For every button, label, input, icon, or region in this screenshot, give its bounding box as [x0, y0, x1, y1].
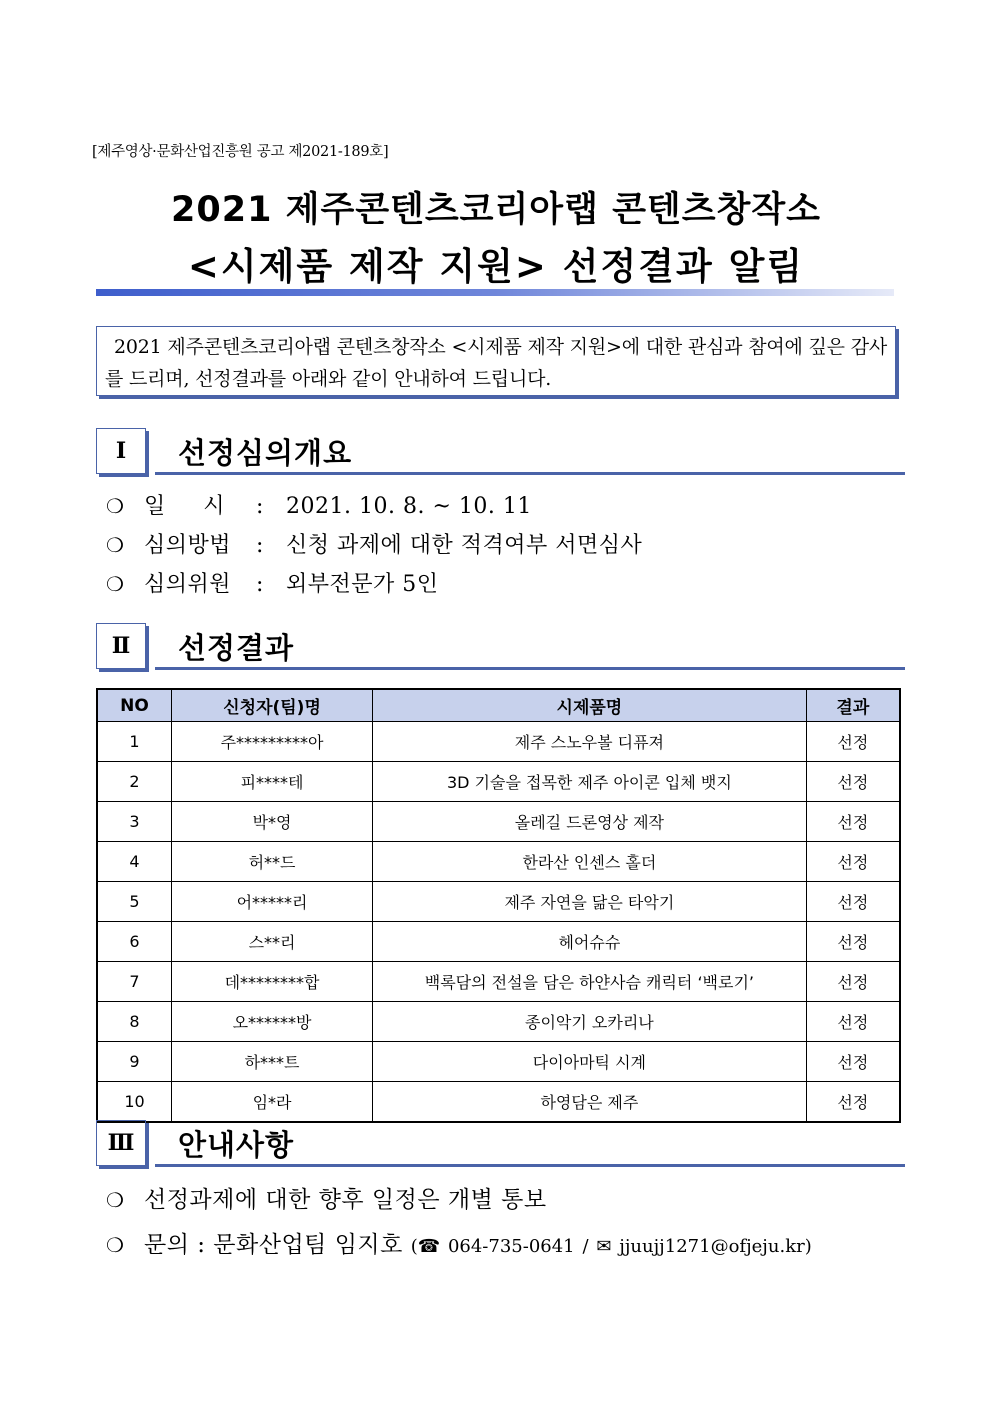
cell-applicant: 오******방	[172, 1002, 373, 1042]
cell-no: 5	[97, 882, 172, 922]
mail-icon: ✉	[596, 1236, 612, 1257]
title-underline	[96, 289, 894, 296]
section2-title: 선정결과	[178, 631, 295, 665]
cell-applicant: 허**드	[172, 842, 373, 882]
cell-product: 다이아마틱 시계	[373, 1042, 807, 1082]
page-title-line2: <시제품 제작 지원> 선정결과 알림	[187, 245, 805, 288]
table-row	[97, 1082, 900, 1123]
section2-rule	[155, 667, 905, 670]
cell-product: 하영담은 제주	[373, 1082, 807, 1123]
guide-schedule-row	[106, 1181, 547, 1214]
intro-box	[96, 326, 896, 396]
table-row	[97, 802, 900, 842]
overview-method-row	[106, 528, 642, 559]
cell-no: 1	[97, 722, 172, 762]
intro-text: 2021 제주콘텐츠코리아랩 콘텐츠창작소 <시제품 제작 지원>에 대한 관심과 참여에 깊은 감사를 드리며, 선정결과를 아래와 같이 안내하여 드립니다.	[105, 336, 887, 390]
contact-email[interactable]: jjuujj1271@ofjeju.kr	[619, 1236, 805, 1257]
results-table	[96, 688, 901, 1123]
cell-no: 3	[97, 802, 172, 842]
cell-result: 선정	[806, 882, 900, 922]
contact-separator: /	[582, 1236, 589, 1257]
table-row	[97, 882, 900, 922]
cell-no: 7	[97, 962, 172, 1002]
cell-applicant: 주*********아	[172, 722, 373, 762]
colon: :	[256, 533, 264, 558]
section3-title: 안내사항	[178, 1128, 295, 1162]
header-result: 결과	[806, 689, 900, 722]
table-header-row	[97, 689, 900, 722]
cell-applicant: 하***트	[172, 1042, 373, 1082]
cell-product: 올레길 드론영상 제작	[373, 802, 807, 842]
cell-applicant: 박*영	[172, 802, 373, 842]
cell-result: 선정	[806, 1002, 900, 1042]
section1-rule	[155, 472, 905, 475]
guide-text: 선정과제에 대한 향후 일정은 개별 통보	[144, 1187, 547, 1213]
colon: :	[256, 494, 264, 519]
overview-label: 심의위원	[144, 572, 232, 597]
cell-result: 선정	[806, 1042, 900, 1082]
cell-product: 한라산 인센스 홀더	[373, 842, 807, 882]
cell-no: 4	[97, 842, 172, 882]
cell-product: 제주 자연을 닮은 타악기	[373, 882, 807, 922]
table-row	[97, 762, 900, 802]
section1-title: 선정심의개요	[178, 436, 353, 470]
cell-no: 10	[97, 1082, 172, 1123]
cell-product: 제주 스노우볼 디퓨져	[373, 722, 807, 762]
bullet-icon: ❍	[106, 572, 125, 596]
cell-product: 종이악기 오카리나	[373, 1002, 807, 1042]
contact-open-paren: (	[410, 1236, 418, 1257]
cell-applicant: 피****테	[172, 762, 373, 802]
section3-rule	[155, 1164, 905, 1167]
page-title-line1: 2021 제주콘텐츠코리아랩 콘텐츠창작소	[171, 190, 821, 230]
phone-icon: ☎	[417, 1236, 441, 1257]
cell-no: 8	[97, 1002, 172, 1042]
cell-result: 선정	[806, 962, 900, 1002]
cell-result: 선정	[806, 722, 900, 762]
cell-applicant: 어*****리	[172, 882, 373, 922]
header-product: 시제품명	[373, 689, 807, 722]
overview-date-row	[106, 489, 532, 520]
cell-result: 선정	[806, 802, 900, 842]
cell-no: 2	[97, 762, 172, 802]
table-row	[97, 722, 900, 762]
overview-value: 신청 과제에 대한 적격여부 서면심사	[286, 533, 643, 558]
overview-value: 2021. 10. 8. ~ 10. 11	[286, 494, 532, 519]
notice-number: [제주영상·문화산업진흥원 공고 제2021-189호]	[92, 144, 389, 160]
bullet-icon: ❍	[106, 494, 125, 518]
colon: :	[256, 572, 264, 597]
cell-applicant: 스**리	[172, 922, 373, 962]
contact-close-paren: )	[804, 1236, 812, 1257]
overview-value: 외부전문가 5인	[286, 572, 439, 597]
bullet-icon: ❍	[106, 1188, 125, 1212]
cell-applicant: 임*라	[172, 1082, 373, 1123]
bullet-icon: ❍	[106, 533, 125, 557]
cell-result: 선정	[806, 762, 900, 802]
guide-contact-row	[106, 1226, 812, 1259]
cell-result: 선정	[806, 922, 900, 962]
cell-result: 선정	[806, 842, 900, 882]
cell-product: 3D 기술을 접목한 제주 아이콘 입체 뱃지	[373, 762, 807, 802]
header-no: NO	[97, 689, 172, 722]
cell-result: 선정	[806, 1082, 900, 1123]
section1-number: Ⅰ	[96, 428, 146, 474]
guide-text: 문의 : 문화산업팀 임지호	[144, 1232, 403, 1258]
table-row	[97, 1042, 900, 1082]
cell-applicant: 데********합	[172, 962, 373, 1002]
cell-product: 백록담의 전설을 담은 하얀사슴 캐릭터 ‘백로기’	[373, 962, 807, 1002]
table-row	[97, 1002, 900, 1042]
bullet-icon: ❍	[106, 1233, 125, 1257]
table-row	[97, 842, 900, 882]
table-row	[97, 922, 900, 962]
cell-no: 9	[97, 1042, 172, 1082]
section2-number: Ⅱ	[96, 623, 146, 669]
contact-phone[interactable]: 064-735-0641	[447, 1236, 575, 1257]
overview-label: 심의방법	[144, 533, 232, 558]
overview-committee-row	[106, 567, 439, 598]
cell-product: 헤어슈슈	[373, 922, 807, 962]
header-applicant: 신청자(팀)명	[172, 689, 373, 722]
cell-no: 6	[97, 922, 172, 962]
table-row	[97, 962, 900, 1002]
overview-label: 일 시	[144, 494, 225, 519]
section3-number: Ⅲ	[96, 1120, 146, 1166]
